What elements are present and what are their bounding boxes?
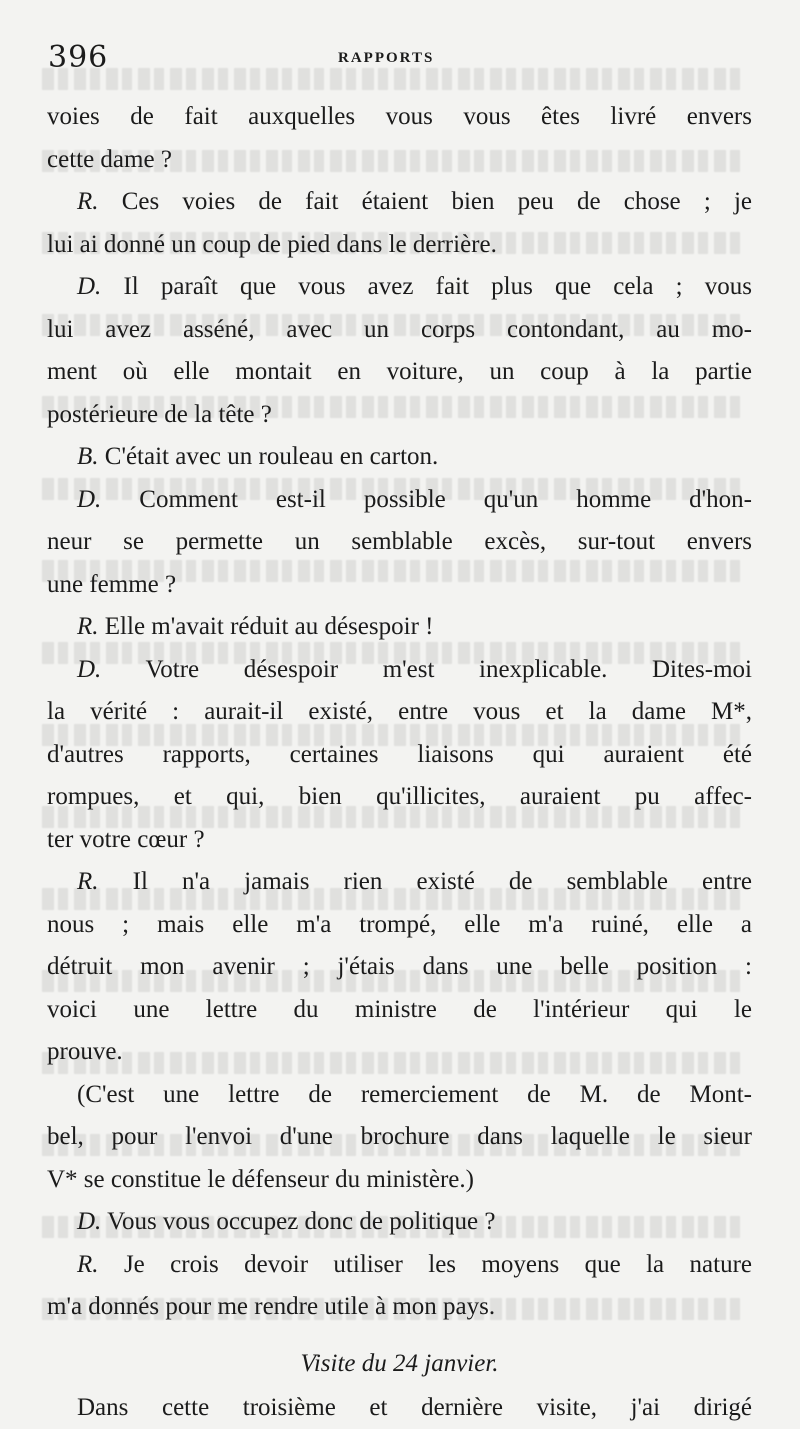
speaker-label: R. xyxy=(77,868,99,895)
text-line: voici une lettre du ministre de l'intérieur qui le xyxy=(47,989,752,1032)
page-header xyxy=(48,40,748,80)
text-line: bel, pour l'envoi d'une brochure dans laquelle le sieur xyxy=(47,1116,752,1159)
dialogue-line: R. Il n'a jamais rien existé de semblable entre xyxy=(47,861,752,904)
text-line: cette dame ? xyxy=(47,139,752,182)
dialogue-line: R. Elle m'avait réduit au désespoir ! xyxy=(47,606,752,649)
text-line: rompues, et qui, bien qu'illicites, auraient pu affec- xyxy=(47,776,752,819)
dialogue-line: D. Vous vous occupez donc de politique ? xyxy=(47,1201,752,1244)
text-line: voies de fait auxquelles vous vous êtes livré envers xyxy=(47,96,752,139)
text-line: (C'est une lettre de remerciement de M. de Mont- xyxy=(47,1074,752,1117)
text-line: ter votre cœur ? xyxy=(47,819,752,862)
text-line: une femme ? xyxy=(47,564,752,607)
text-line: ment où elle montait en voiture, un coup à la partie xyxy=(47,351,752,394)
text-line: Dans cette troisième et dernière visite, j'ai dirigé xyxy=(47,1387,752,1429)
speaker-label: R. xyxy=(77,1251,99,1278)
dialogue-line: R. Ces voies de fait étaient bien peu de chose ; je xyxy=(47,181,752,224)
text-line: m'a donnés pour me rendre utile à mon pays. xyxy=(47,1286,752,1329)
text-line: d'autres rapports, certaines liaisons qui auraient été xyxy=(47,734,752,777)
speaker-label: R. xyxy=(77,613,99,640)
text-line: détruit mon avenir ; j'étais dans une belle position : xyxy=(47,946,752,989)
speaker-label: D. xyxy=(77,486,101,513)
page-number: 396 xyxy=(48,40,108,75)
text-line: neur se permette un semblable excès, sur-tout envers xyxy=(47,521,752,564)
speaker-label: R. xyxy=(77,188,99,215)
running-head: RAPPORTS xyxy=(338,50,434,67)
text-line: nous ; mais elle m'a trompé, elle m'a ruiné, elle a xyxy=(47,904,752,947)
dialogue-line: D. Comment est-il possible qu'un homme d'hon- xyxy=(47,479,752,522)
speaker-label: D. xyxy=(77,1208,101,1235)
speaker-label: B. xyxy=(77,443,99,470)
text-line: V* se constitue le défenseur du ministère.) xyxy=(47,1159,752,1202)
dialogue-line: R. Je crois devoir utiliser les moyens que la nature xyxy=(47,1244,752,1287)
body-text xyxy=(47,96,752,1429)
dialogue-line: D. Votre désespoir m'est inexplicable. Dites-moi xyxy=(47,649,752,692)
dialogue-line: B. C'était avec un rouleau en carton. xyxy=(47,436,752,479)
text-line: lui ai donné un coup de pied dans le derrière. xyxy=(47,224,752,267)
text-line: prouve. xyxy=(47,1031,752,1074)
section-heading: Visite du 24 janvier. xyxy=(47,1329,752,1387)
speaker-label: D. xyxy=(77,656,101,683)
text-line: la vérité : aurait-il existé, entre vous et la dame M*, xyxy=(47,691,752,734)
text-line: lui avez asséné, avec un corps contondant, au mo- xyxy=(47,309,752,352)
dialogue-line: D. Il paraît que vous avez fait plus que cela ; vous xyxy=(47,266,752,309)
text-line: postérieure de la tête ? xyxy=(47,394,752,437)
speaker-label: D. xyxy=(77,273,101,300)
